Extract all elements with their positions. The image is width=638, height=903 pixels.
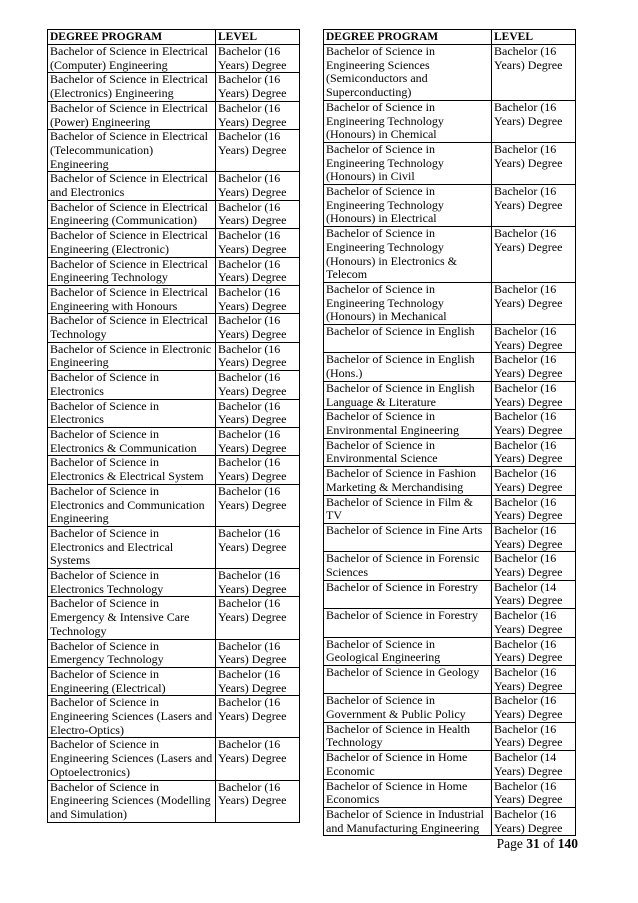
table-row — [48, 667, 300, 695]
degree-program-cell: Bachelor of Science in Engineering Technology (Honours) in Mechanical — [324, 282, 492, 324]
degree-program-cell: Bachelor of Science in Electrical Engineering with Honours — [48, 285, 216, 313]
level-cell: Bachelor (16 Years) Degree — [216, 399, 300, 427]
table-row — [48, 526, 300, 568]
level-cell: Bachelor (16 Years) Degree — [492, 495, 576, 523]
level-cell: Bachelor (16 Years) Degree — [216, 667, 300, 695]
table-row — [48, 257, 300, 285]
degree-program-cell: Bachelor of Science in Electrical (Computer) Engineering — [48, 45, 216, 73]
degree-program-cell: Bachelor of Science in Engineering Sciences (Lasers and Optoelectronics) — [48, 738, 216, 780]
table-row — [48, 597, 300, 639]
level-cell: Bachelor (16 Years) Degree — [216, 780, 300, 822]
table-row — [48, 738, 300, 780]
table-row — [324, 523, 576, 551]
level-cell: Bachelor (16 Years) Degree — [492, 523, 576, 551]
degree-program-cell: Bachelor of Science in Fine Arts — [324, 523, 492, 551]
table-row — [48, 342, 300, 370]
level-cell: Bachelor (16 Years) Degree — [216, 427, 300, 455]
table-row — [324, 227, 576, 283]
page-label: Page — [496, 836, 523, 851]
table-row — [324, 552, 576, 580]
level-cell: Bachelor (16 Years) Degree — [216, 569, 300, 597]
table-row — [48, 696, 300, 738]
header-row — [324, 30, 576, 45]
degree-program-cell: Bachelor of Science in Health Technology — [324, 722, 492, 750]
table-row — [48, 371, 300, 399]
level-cell: Bachelor (16 Years) Degree — [216, 639, 300, 667]
degree-program-cell: Bachelor of Science in Electronics — [48, 371, 216, 399]
table-row — [324, 185, 576, 227]
degree-program-cell: Bachelor of Science in English — [324, 325, 492, 353]
table-row — [48, 101, 300, 129]
degree-program-cell: Bachelor of Science in Fashion Marketing & Merchandising — [324, 467, 492, 495]
degree-program-cell: Bachelor of Science in Home Economic — [324, 751, 492, 779]
level-cell: Bachelor (16 Years) Degree — [216, 229, 300, 257]
table-row — [48, 229, 300, 257]
degree-program-cell: Bachelor of Science in Emergency & Intensive Care Technology — [48, 597, 216, 639]
degree-program-cell: Bachelor of Science in Electronic Engineering — [48, 342, 216, 370]
table-row — [324, 45, 576, 101]
table-row — [324, 665, 576, 693]
degree-program-cell: Bachelor of Science in Electrical Engineering (Electronic) — [48, 229, 216, 257]
level-cell: Bachelor (16 Years) Degree — [216, 526, 300, 568]
right-degree-table — [323, 29, 576, 836]
right-table-body — [324, 45, 576, 836]
table-row — [48, 285, 300, 313]
degree-program-cell: Bachelor of Science in Engineering (Electrical) — [48, 667, 216, 695]
degree-program-cell: Bachelor of Science in Environmental Science — [324, 438, 492, 466]
degree-program-cell: Bachelor of Science in Electrical Engineering (Communication) — [48, 200, 216, 228]
table-row — [48, 130, 300, 172]
table-row — [324, 325, 576, 353]
degree-program-cell: Bachelor of Science in Engineering Technology (Honours) in Civil — [324, 142, 492, 184]
table-row — [48, 484, 300, 526]
degree-program-cell: Bachelor of Science in Geology — [324, 665, 492, 693]
degree-program-cell: Bachelor of Science in Engineering Technology (Honours) in Electrical — [324, 185, 492, 227]
level-cell: Bachelor (16 Years) Degree — [492, 722, 576, 750]
degree-program-cell: Bachelor of Science in Geological Engineering — [324, 637, 492, 665]
level-cell: Bachelor (16 Years) Degree — [216, 200, 300, 228]
table-row — [324, 694, 576, 722]
level-header: LEVEL — [216, 30, 300, 45]
degree-program-header: DEGREE PROGRAM — [48, 30, 216, 45]
level-cell: Bachelor (16 Years) Degree — [216, 45, 300, 73]
degree-program-cell: Bachelor of Science in Forestry — [324, 609, 492, 637]
level-cell: Bachelor (16 Years) Degree — [492, 694, 576, 722]
degree-program-cell: Bachelor of Science in Electronics and Electrical Systems — [48, 526, 216, 568]
degree-program-cell: Bachelor of Science in Electrical and Electronics — [48, 172, 216, 200]
level-cell: Bachelor (16 Years) Degree — [216, 484, 300, 526]
degree-program-cell: Bachelor of Science in Emergency Technology — [48, 639, 216, 667]
degree-program-cell: Bachelor of Science in Electrical Engineering Technology — [48, 257, 216, 285]
table-row — [48, 172, 300, 200]
table-row — [324, 495, 576, 523]
table-row — [48, 200, 300, 228]
degree-program-cell: Bachelor of Science in Engineering Sciences (Semiconductors and Superconducting) — [324, 45, 492, 101]
table-row — [324, 751, 576, 779]
degree-program-cell: Bachelor of Science in Electronics Technology — [48, 569, 216, 597]
degree-program-cell: Bachelor of Science in Engineering Sciences (Modelling and Simulation) — [48, 780, 216, 822]
table-row — [324, 410, 576, 438]
degree-program-cell: Bachelor of Science in Electrical (Telecommunication) Engineering — [48, 130, 216, 172]
level-cell: Bachelor (16 Years) Degree — [492, 142, 576, 184]
table-row — [48, 780, 300, 822]
level-cell: Bachelor (16 Years) Degree — [216, 130, 300, 172]
degree-program-cell: Bachelor of Science in Home Economics — [324, 779, 492, 807]
table-row — [48, 456, 300, 484]
table-row — [48, 399, 300, 427]
degree-program-cell: Bachelor of Science in Government & Public Policy — [324, 694, 492, 722]
table-row — [324, 637, 576, 665]
degree-program-cell: Bachelor of Science in Engineering Technology (Honours) in Chemical — [324, 100, 492, 142]
level-cell: Bachelor (16 Years) Degree — [216, 597, 300, 639]
table-row — [324, 438, 576, 466]
level-cell: Bachelor (16 Years) Degree — [492, 100, 576, 142]
left-table-body — [48, 45, 300, 823]
of-label: of — [543, 836, 555, 851]
left-degree-table — [47, 29, 300, 823]
table-row — [324, 142, 576, 184]
degree-program-cell: Bachelor of Science in Forestry — [324, 580, 492, 608]
level-cell: Bachelor (16 Years) Degree — [216, 738, 300, 780]
degree-program-cell: Bachelor of Science in Engineering Sciences (Lasers and Electro-Optics) — [48, 696, 216, 738]
degree-program-cell: Bachelor of Science in Industrial and Manufacturing Engineering — [324, 807, 492, 835]
table-row — [324, 580, 576, 608]
level-cell: Bachelor (16 Years) Degree — [216, 285, 300, 313]
degree-program-cell: Bachelor of Science in Electrical (Power) Engineering — [48, 101, 216, 129]
level-cell: Bachelor (16 Years) Degree — [216, 696, 300, 738]
degree-program-cell: Bachelor of Science in Forensic Sciences — [324, 552, 492, 580]
level-cell: Bachelor (16 Years) Degree — [492, 807, 576, 835]
level-cell: Bachelor (16 Years) Degree — [216, 314, 300, 342]
page-footer — [497, 836, 578, 852]
degree-program-cell: Bachelor of Science in English Language & Literature — [324, 381, 492, 409]
table-row — [324, 353, 576, 381]
level-cell: Bachelor (16 Years) Degree — [216, 371, 300, 399]
table-row — [324, 807, 576, 835]
level-cell: Bachelor (16 Years) Degree — [492, 438, 576, 466]
degree-program-cell: Bachelor of Science in Environmental Engineering — [324, 410, 492, 438]
level-cell: Bachelor (16 Years) Degree — [492, 282, 576, 324]
level-cell: Bachelor (16 Years) Degree — [492, 185, 576, 227]
table-row — [48, 427, 300, 455]
degree-program-cell: Bachelor of Science in Film & TV — [324, 495, 492, 523]
degree-program-cell: Bachelor of Science in Electronics — [48, 399, 216, 427]
table-row — [48, 639, 300, 667]
degree-program-cell: Bachelor of Science in Engineering Technology (Honours) in Electronics & Telecom — [324, 227, 492, 283]
level-cell: Bachelor (16 Years) Degree — [492, 665, 576, 693]
table-row — [324, 467, 576, 495]
level-cell: Bachelor (14 Years) Degree — [492, 751, 576, 779]
degree-program-cell: Bachelor of Science in English (Hons.) — [324, 353, 492, 381]
degree-program-cell: Bachelor of Science in Electronics and Communication Engineering — [48, 484, 216, 526]
degree-program-cell: Bachelor of Science in Electronics & Communication — [48, 427, 216, 455]
level-cell: Bachelor (16 Years) Degree — [216, 73, 300, 101]
table-row — [48, 569, 300, 597]
table-row — [324, 100, 576, 142]
level-cell: Bachelor (16 Years) Degree — [216, 172, 300, 200]
level-cell: Bachelor (16 Years) Degree — [492, 467, 576, 495]
level-cell: Bachelor (14 Years) Degree — [492, 580, 576, 608]
level-cell: Bachelor (16 Years) Degree — [492, 779, 576, 807]
level-cell: Bachelor (16 Years) Degree — [492, 410, 576, 438]
level-cell: Bachelor (16 Years) Degree — [216, 342, 300, 370]
total-pages: 140 — [557, 836, 578, 851]
level-cell: Bachelor (16 Years) Degree — [492, 353, 576, 381]
table-row — [324, 282, 576, 324]
level-cell: Bachelor (16 Years) Degree — [492, 45, 576, 101]
level-cell: Bachelor (16 Years) Degree — [492, 637, 576, 665]
header-row — [48, 30, 300, 45]
level-cell: Bachelor (16 Years) Degree — [492, 609, 576, 637]
level-cell: Bachelor (16 Years) Degree — [492, 325, 576, 353]
table-row — [324, 722, 576, 750]
table-row — [324, 779, 576, 807]
table-row — [324, 381, 576, 409]
level-cell: Bachelor (16 Years) Degree — [492, 227, 576, 283]
level-cell: Bachelor (16 Years) Degree — [216, 257, 300, 285]
table-row — [48, 314, 300, 342]
table-row — [48, 73, 300, 101]
level-cell: Bachelor (16 Years) Degree — [216, 456, 300, 484]
degree-program-cell: Bachelor of Science in Electronics & Electrical System — [48, 456, 216, 484]
level-cell: Bachelor (16 Years) Degree — [492, 552, 576, 580]
level-header: LEVEL — [492, 30, 576, 45]
page-number: 31 — [526, 836, 540, 851]
table-row — [324, 609, 576, 637]
degree-program-cell: Bachelor of Science in Electrical (Electronics) Engineering — [48, 73, 216, 101]
level-cell: Bachelor (16 Years) Degree — [216, 101, 300, 129]
level-cell: Bachelor (16 Years) Degree — [492, 381, 576, 409]
degree-program-header: DEGREE PROGRAM — [324, 30, 492, 45]
degree-program-cell: Bachelor of Science in Electrical Technology — [48, 314, 216, 342]
table-row — [48, 45, 300, 73]
